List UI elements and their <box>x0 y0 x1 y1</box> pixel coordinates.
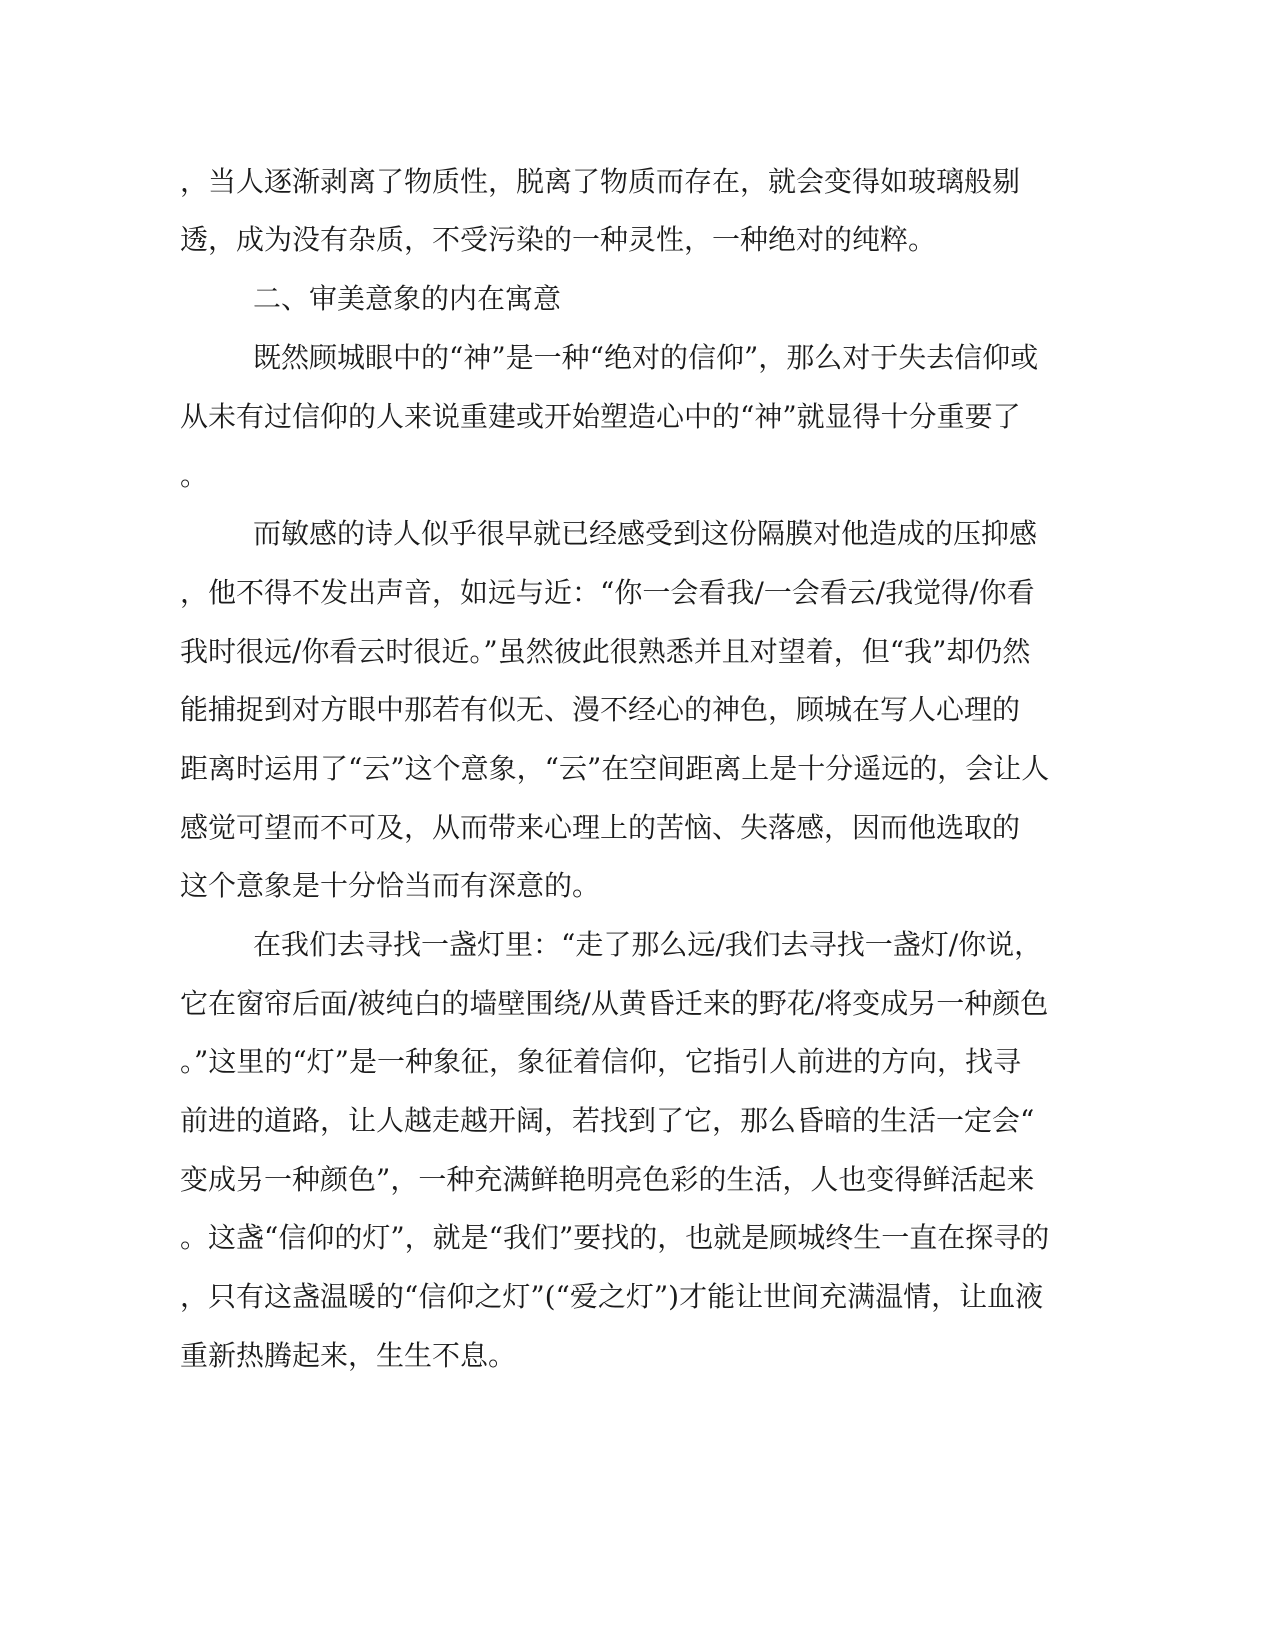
paragraph-line: 感觉可望而不可及，从而带来心理上的苦恼、失落感，因而他选取的 <box>180 811 1021 844</box>
paragraph-line: 距离时运用了“云”这个意象，“云”在空间距离上是十分遥远的，会让人 <box>180 752 1050 785</box>
paragraph-line: ，他不得不发出声音，如远与近：“你一会看我/一会看云/我觉得/你看 <box>180 576 1035 609</box>
paragraph-line: 而敏感的诗人似乎很早就已经感受到这份隔膜对他造成的压抑感 <box>253 517 1038 550</box>
paragraph-line: 在我们去寻找一盏灯里：“走了那么远/我们去寻找一盏灯/你说， <box>253 928 1043 961</box>
paragraph-line: 透，成为没有杂质，不受污染的一种灵性，一种绝对的纯粹。 <box>180 223 937 256</box>
paragraph-line: 。 <box>180 459 209 492</box>
paragraph-line: 这个意象是十分恰当而有深意的。 <box>180 869 601 902</box>
paragraph-line: 。”这里的“灯”是一种象征，象征着信仰，它指引人前进的方向，找寻 <box>180 1045 1021 1078</box>
section-heading: 二、审美意象的内在寓意 <box>253 282 562 315</box>
paragraph-line: 我时很远/你看云时很近。”虽然彼此很熟悉并且对望着，但“我”却仍然 <box>180 635 1031 668</box>
paragraph-line: 。这盏“信仰的灯”，就是“我们”要找的，也就是顾城终生一直在探寻的 <box>180 1221 1050 1254</box>
paragraph-line: 从未有过信仰的人来说重建或开始塑造心中的“神”就显得十分重要了 <box>180 400 1021 433</box>
paragraph-line: 它在窗帘后面/被纯白的墙壁围绕/从黄昏迁来的野花/将变成另一种颜色 <box>180 987 1049 1020</box>
paragraph-line: ，只有这盏温暖的“信仰之灯”(“爱之灯”)才能让世间充满温情，让血液 <box>180 1280 1044 1313</box>
paragraph-line: 变成另一种颜色”，一种充满鲜艳明亮色彩的生活，人也变得鲜活起来 <box>180 1163 1035 1196</box>
paragraph-line: 既然顾城眼中的“神”是一种“绝对的信仰”，那么对于失去信仰或 <box>253 341 1039 374</box>
paragraph-line: 前进的道路，让人越走越开阔，若找到了它，那么昏暗的生活一定会“ <box>180 1104 1035 1137</box>
paragraph-line: 重新热腾起来，生生不息。 <box>180 1339 517 1372</box>
paragraph-line: ，当人逐渐剥离了物质性，脱离了物质而存在，就会变得如玻璃般剔 <box>180 165 1021 198</box>
paragraph-line: 能捕捉到对方眼中那若有似无、漫不经心的神色，顾城在写人心理的 <box>180 693 1021 726</box>
